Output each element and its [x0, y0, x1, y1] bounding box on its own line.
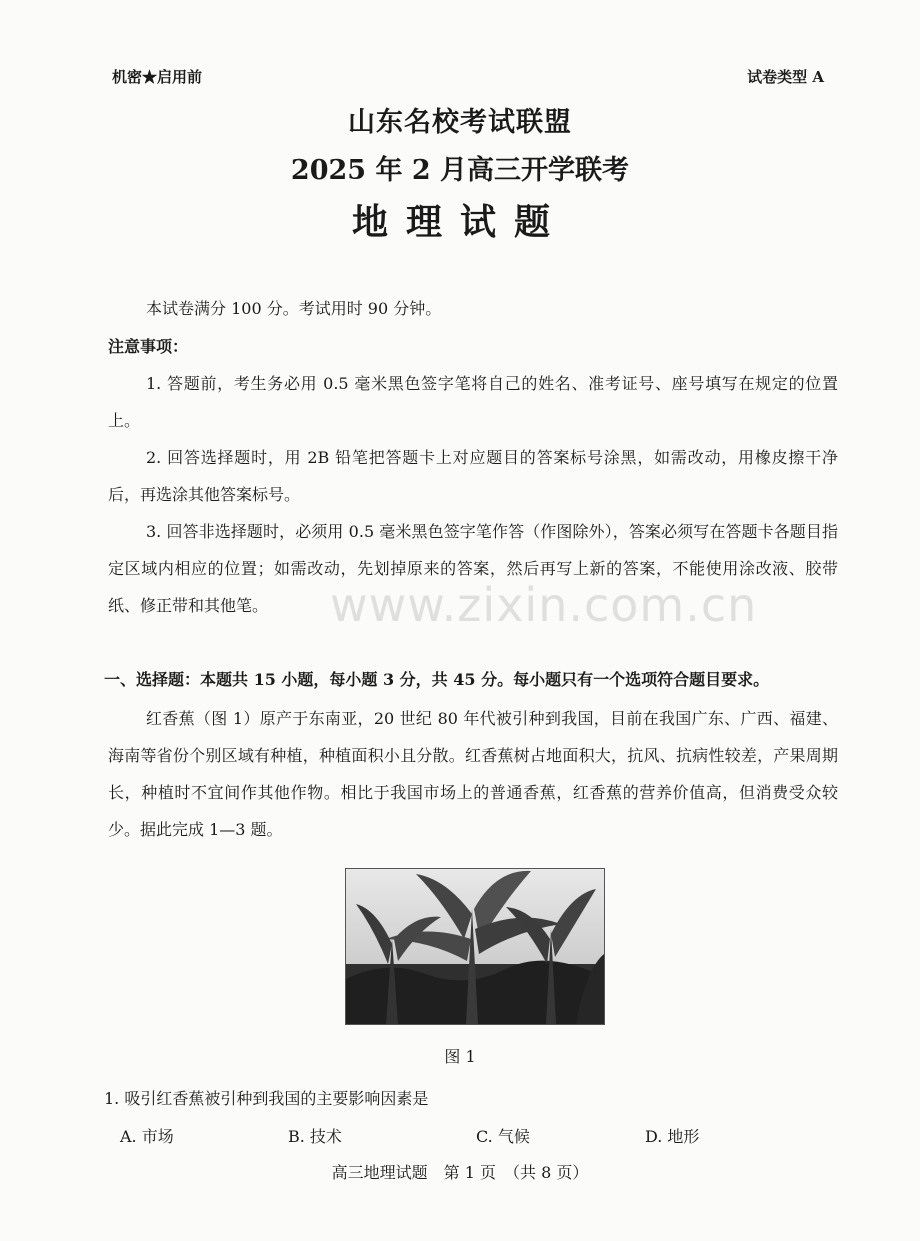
- option-c: C. 气候: [476, 1127, 530, 1146]
- exam-date-title: 2025 年 2 月高三开学联考: [290, 155, 630, 186]
- confidential-label: 机密★启用前: [112, 68, 203, 86]
- option-b: B. 技术: [288, 1127, 342, 1146]
- note-item-2: 2. 回答选择题时，用 2B 铅笔把答题卡上对应题目的答案标号涂黑，如需改动，用橡皮擦干净后，再选涂其他答案标号。: [108, 448, 838, 504]
- intro-text: 本试卷满分 100 分。考试用时 90 分钟。: [146, 299, 442, 318]
- note-item-3: 3. 回答非选择题时，必须用 0.5 毫米黑色签字笔作答（作图除外），答案必须写在答题卡各题目指定区域内相应的位置；如需改动，先划掉原来的答案，然后再写上新的答案，不能使用涂改液、胶带纸、修正带和其他笔。: [108, 522, 838, 615]
- note-item-1: 1. 答题前，考生务必用 0.5 毫米黑色签字笔将自己的姓名、准考证号、座号填写在规定的位置上。: [108, 374, 838, 430]
- section-heading: 一、选择题：本题共 15 小题，每小题 3 分，共 45 分。每小题只有一个选项符合题目要求。: [104, 670, 770, 689]
- option-a: A. 市场: [120, 1127, 174, 1146]
- exam-union-title: 山东名校考试联盟: [348, 107, 572, 138]
- passage-text: 红香蕉（图 1）原产于东南亚，20 世纪 80 年代被引种到我国，目前在我国广东、广西、福建、海南等省份个别区域有种植，种植面积小且分散。红香蕉树占地面积大，抗风、抗病性较差，产果周期长，种植时不宜间作其他作物。相比于我国市场上的普通香蕉，红香蕉的营养价值高，但消费受众较少。据此完成 1—3 题。: [108, 709, 838, 839]
- page-footer: 高三地理试题 第 1 页 （共 8 页）: [331, 1163, 589, 1182]
- watermark: www.zixin.com.cn: [330, 578, 758, 632]
- paper-type-label: 试卷类型 A: [747, 68, 824, 86]
- figure-caption: 图 1: [444, 1047, 476, 1066]
- subject-title: 地理试题: [351, 201, 568, 243]
- notes-heading: 注意事项：: [108, 337, 189, 356]
- question-1-stem: 1. 吸引红香蕉被引种到我国的主要影响因素是: [104, 1089, 429, 1108]
- option-d: D. 地形: [645, 1127, 700, 1146]
- banana-plants-image: [346, 869, 604, 1024]
- red-banana-photo: [345, 868, 605, 1025]
